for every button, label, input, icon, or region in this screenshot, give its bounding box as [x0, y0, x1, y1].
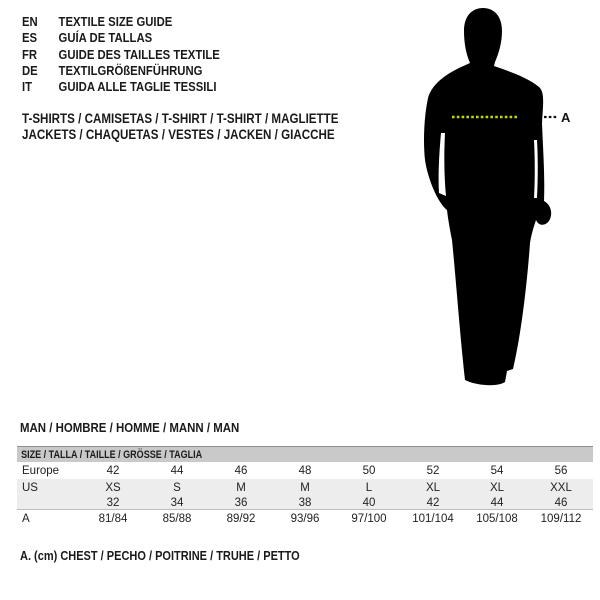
language-label: GUÍA DE TALLAS: [58, 30, 153, 46]
category-line-jackets: JACKETS / CHAQUETAS / VESTES / JACKEN / GIACCHE: [22, 127, 335, 143]
man-silhouette-figure: [405, 5, 580, 390]
size-table-header-row: [17, 447, 593, 463]
size-cell: 44: [465, 496, 529, 510]
row-label: [17, 496, 81, 510]
language-row-fr: [22, 47, 220, 63]
row-label: A: [22, 513, 30, 525]
language-code: IT: [22, 79, 33, 95]
footnote-chest-legend: A. (cm) CHEST / PECHO / POITRINE / TRUHE / PETTO: [20, 549, 300, 563]
size-cell: 32: [81, 496, 145, 510]
language-row-en: [22, 14, 220, 30]
size-cell: 38: [273, 496, 337, 510]
size-cell: 97/100: [351, 513, 387, 525]
size-cell: 42: [106, 464, 120, 477]
language-label: TEXTILE SIZE GUIDE: [58, 14, 173, 29]
size-cell: XL: [401, 479, 465, 496]
language-label: TEXTILGRÖßENFÜHRUNG: [58, 62, 203, 78]
size-table-header-text: SIZE / TALLA / TAILLE / GRÖSSE / TAGLIA: [21, 448, 203, 461]
size-cell: 34: [145, 496, 209, 510]
size-cell: 101/104: [412, 513, 454, 525]
size-table: [17, 446, 593, 528]
size-cell: 81/84: [98, 513, 128, 525]
size-cell: 56: [554, 464, 568, 477]
size-cell: 40: [337, 496, 401, 510]
language-label: GUIDA ALLE TAGLIE TESSILI: [58, 79, 217, 95]
size-cell: XXL: [529, 479, 593, 496]
table-row-numeric: [17, 496, 593, 510]
language-list: [22, 14, 249, 95]
size-cell: 105/108: [476, 513, 518, 525]
size-cell: M: [209, 479, 273, 496]
size-cell: 48: [298, 464, 312, 477]
size-cell: 52: [426, 464, 440, 477]
category-line-tshirts: T-SHIRTS / CAMISETAS / T-SHIRT / T-SHIRT / MAGLIETTE: [22, 111, 339, 126]
language-code: FR: [22, 46, 38, 62]
size-cell: 46: [234, 464, 248, 477]
size-cell: 54: [490, 464, 504, 477]
language-code: DE: [22, 62, 38, 78]
language-label: GUIDE DES TAILLES TEXTILE: [58, 46, 220, 62]
category-headline: [22, 111, 390, 144]
table-row-europe: [17, 462, 593, 479]
size-cell: 42: [401, 496, 465, 510]
size-cell: 46: [529, 496, 593, 510]
size-cell: S: [145, 479, 209, 496]
man-silhouette: [424, 8, 551, 385]
size-cell: XS: [81, 479, 145, 496]
size-cell: 93/96: [290, 513, 320, 525]
language-row-de: [22, 63, 220, 79]
size-cell: M: [273, 479, 337, 496]
size-table-header-cell: [17, 447, 593, 463]
table-row-us: [17, 479, 593, 496]
size-cell: 44: [170, 464, 184, 477]
row-label: Europe: [22, 464, 60, 477]
language-code: EN: [22, 14, 38, 29]
size-cell: 109/112: [540, 513, 582, 525]
size-cell: 85/88: [162, 513, 192, 525]
table-row-chest-cm: [17, 510, 593, 529]
row-label: US: [17, 479, 81, 496]
size-cell: 36: [209, 496, 273, 510]
size-cell: 50: [362, 464, 376, 477]
size-cell: L: [337, 479, 401, 496]
language-row-es: [22, 30, 220, 46]
size-cell: XL: [465, 479, 529, 496]
language-code: ES: [22, 30, 38, 46]
language-row-it: [22, 79, 220, 95]
section-title-man: MAN / HOMBRE / HOMME / MANN / MAN: [20, 420, 240, 435]
size-cell: 89/92: [226, 513, 256, 525]
measure-label-a: A: [561, 110, 571, 125]
